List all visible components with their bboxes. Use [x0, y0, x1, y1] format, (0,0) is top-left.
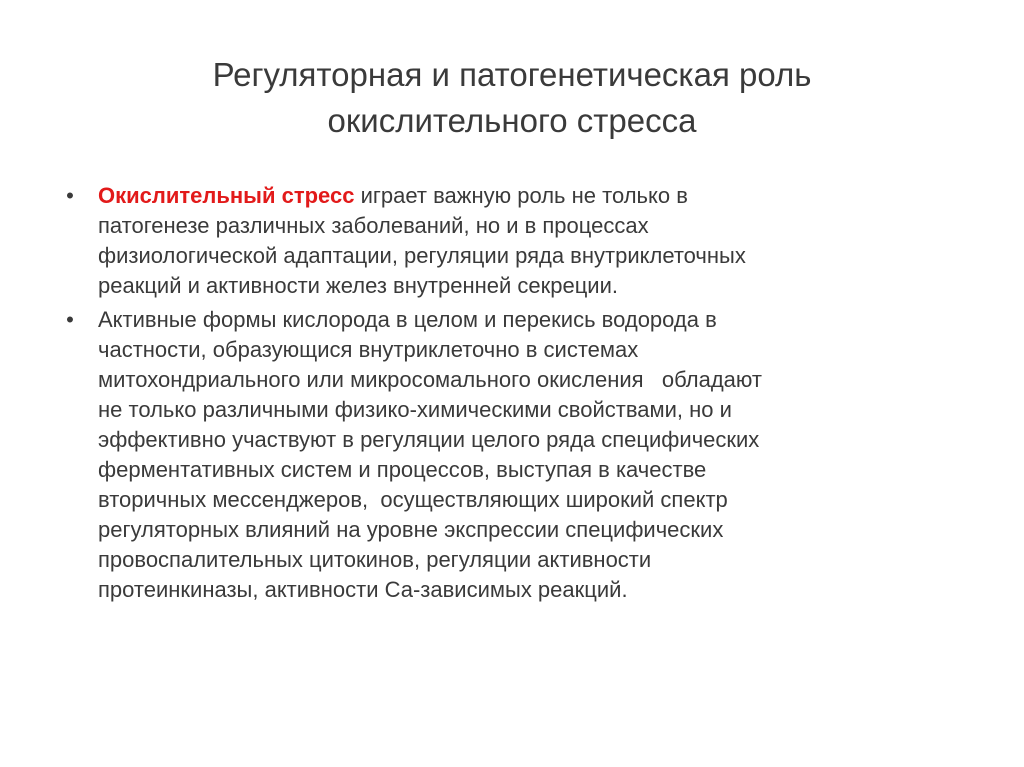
- bullet-2-line-3: митохондриального или микросомального окисления обладают: [98, 367, 762, 392]
- bullet-1-line-3: физиологической адаптации, регуляции ряда внутриклеточных: [98, 243, 746, 268]
- bullet-2-line-7: вторичных мессенджеров, осуществляющих широкий спектр: [98, 487, 728, 512]
- bullet-icon: •: [66, 307, 74, 332]
- slide-title: [100, 52, 924, 144]
- highlighted-term: Окислительный стресс: [98, 183, 355, 208]
- bullet-2-line-2: частности, образующися внутриклеточно в системах: [98, 337, 639, 362]
- bullet-icon: •: [66, 183, 74, 208]
- title-line-2: окислительного стресса: [327, 102, 697, 139]
- bullet-2-line-6: ферментативных систем и процессов, выступая в качестве: [98, 457, 707, 482]
- bullet-2-line-9: провоспалительных цитокинов, регуляции активности: [98, 547, 652, 572]
- bullet-1-line-4: реакций и активности желез внутренней секреции.: [98, 273, 618, 298]
- bullet-item-2: [58, 305, 978, 605]
- bullet-1-line-1: [98, 181, 978, 211]
- bullet-2-line-4: не только различными физико-химическими свойствами, но и: [98, 397, 732, 422]
- bullet-list: [58, 181, 978, 609]
- bullet-1-line-1-rest: играет важную роль не только в: [354, 183, 688, 208]
- bullet-item-1: [58, 181, 978, 301]
- bullet-1-line-2: патогенезе различных заболеваний, но и в процессах: [98, 213, 649, 238]
- bullet-2-line-10: протеинкиназы, активности Са-зависимых реакций.: [98, 577, 628, 602]
- bullet-2-line-1: Активные формы кислорода в целом и перекись водорода в: [98, 307, 717, 332]
- bullet-2-line-8: регуляторных влияний на уровне экспрессии специфических: [98, 517, 724, 542]
- bullet-2-line-5: эффективно участвуют в регуляции целого ряда специфических: [98, 427, 760, 452]
- title-line-1: Регуляторная и патогенетическая роль: [212, 56, 812, 93]
